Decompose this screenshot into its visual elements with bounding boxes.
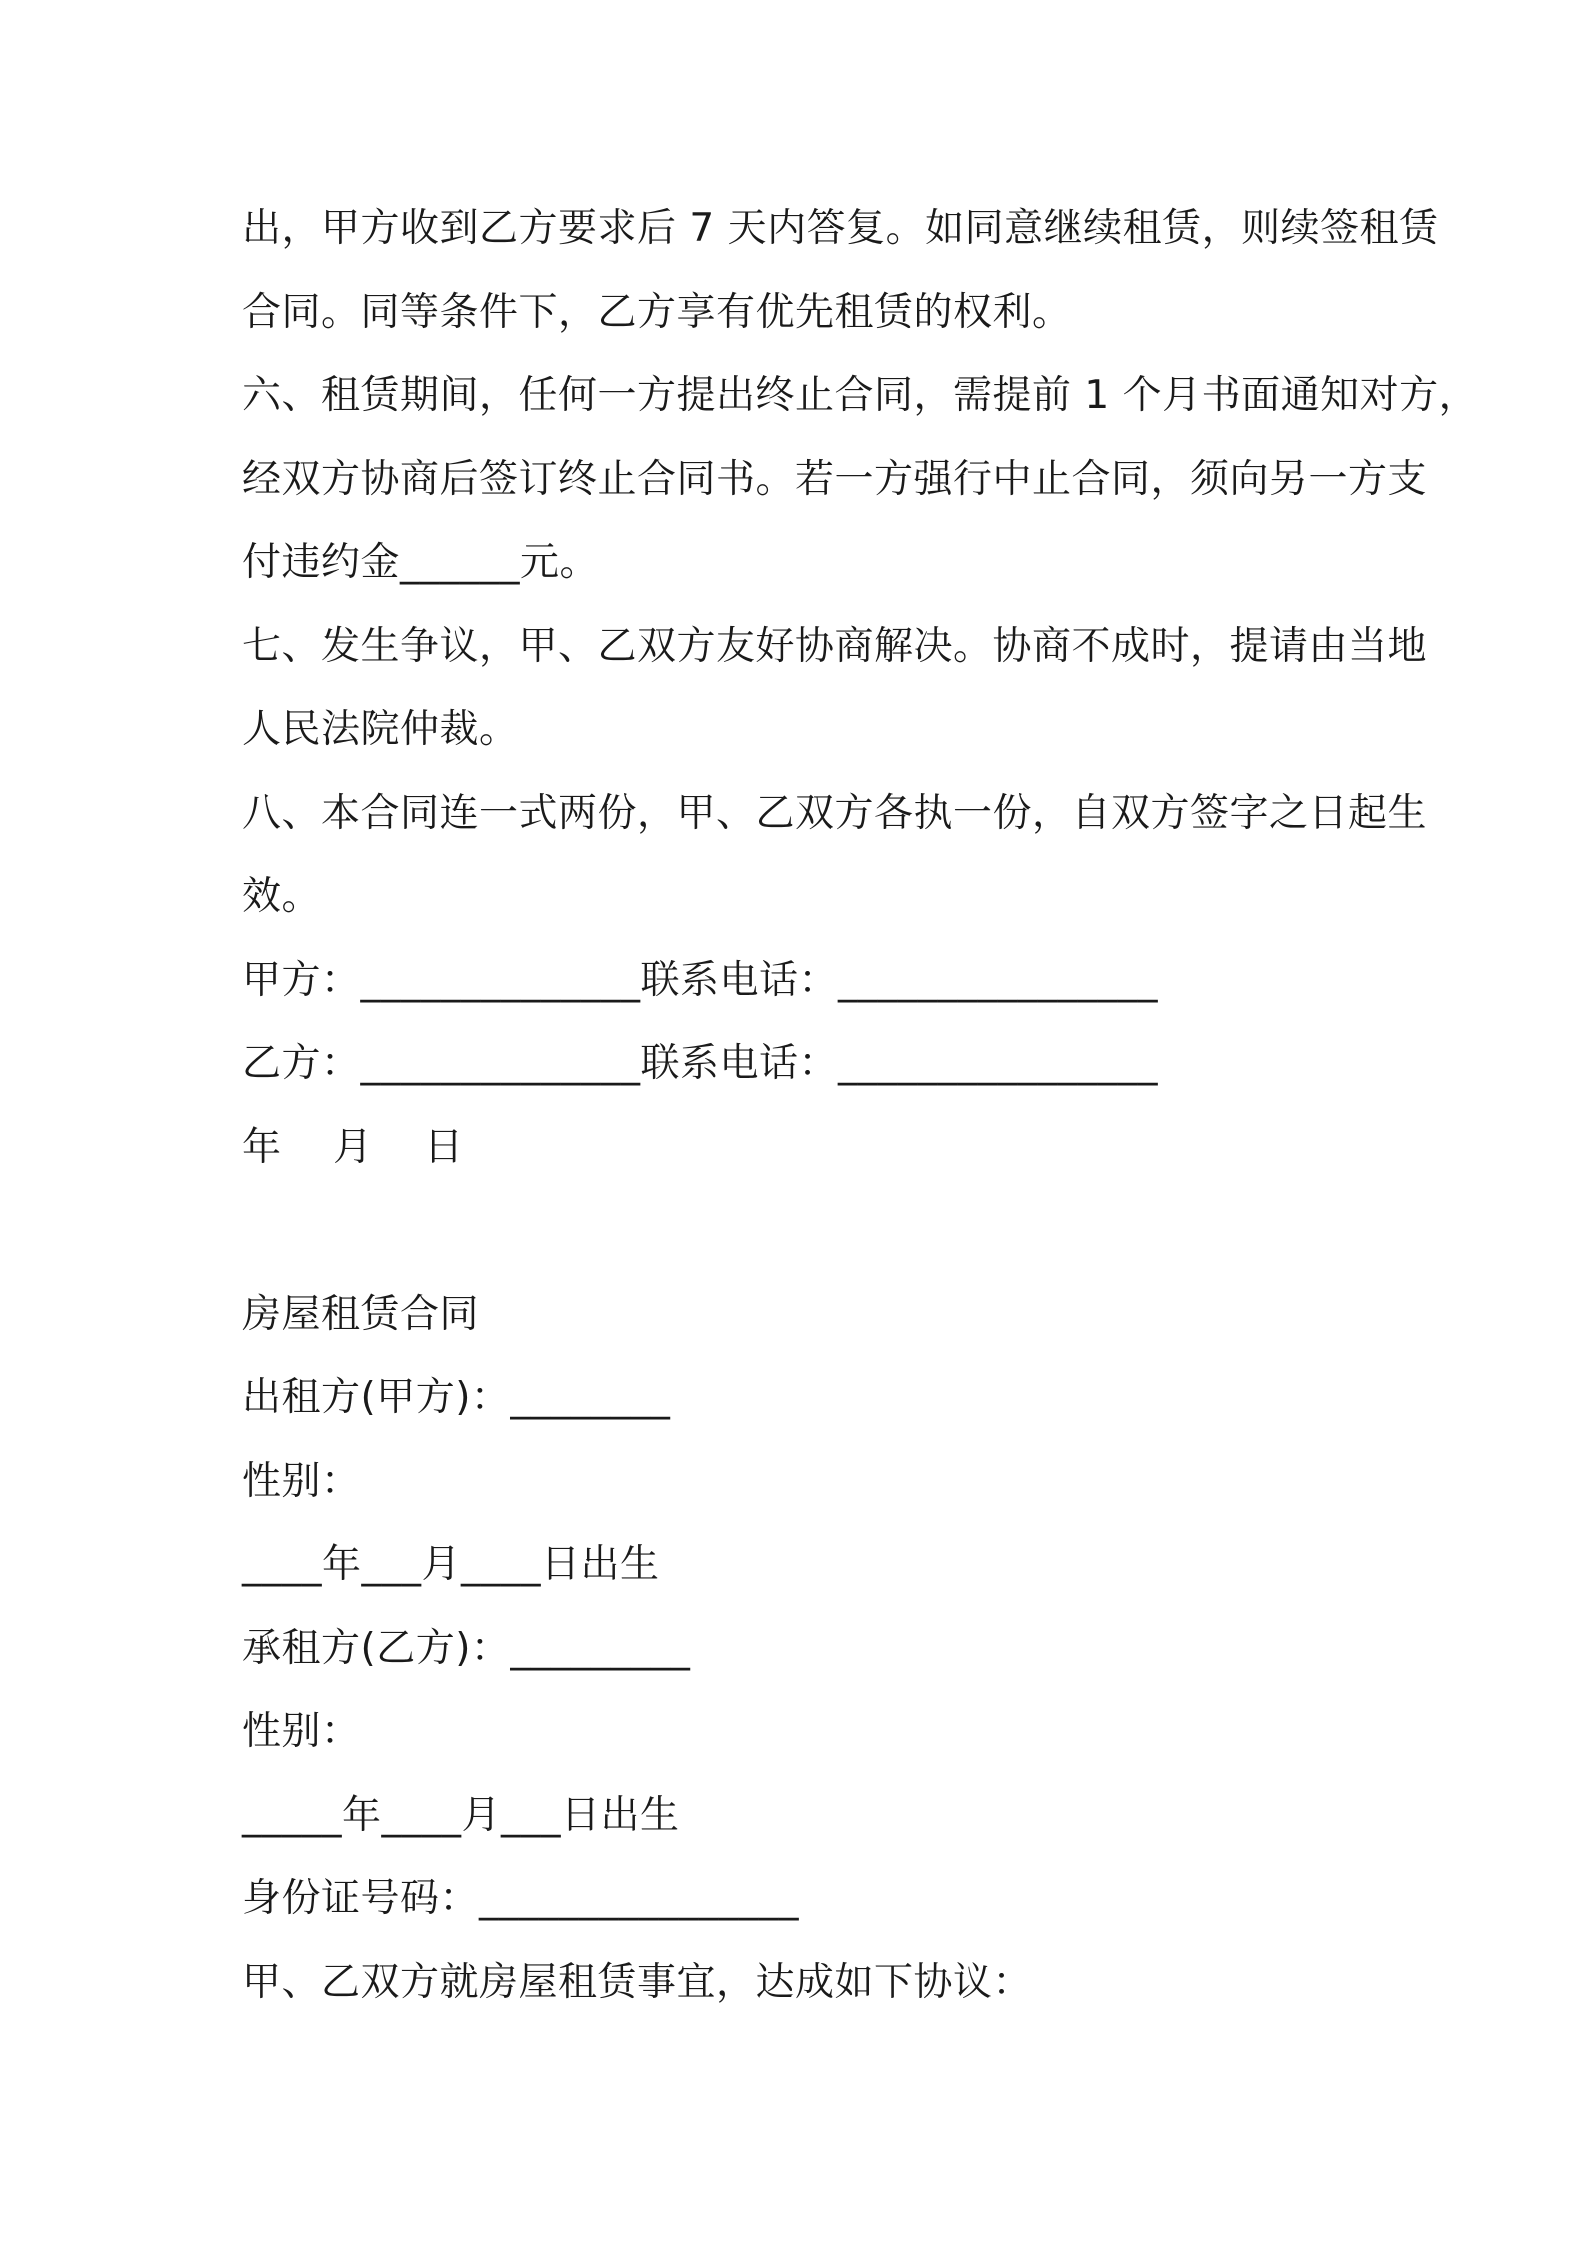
line-text: 承租方(乙方)：_________ bbox=[242, 1626, 691, 1671]
text-line bbox=[242, 205, 1439, 253]
text-line bbox=[242, 623, 1428, 671]
line-text: 性别： bbox=[242, 1459, 361, 1504]
line-text: _____年____月___日出生 bbox=[242, 1793, 680, 1838]
text-line bbox=[242, 790, 1428, 838]
line-text: 身份证号码：________________ bbox=[242, 1876, 800, 1921]
text-line bbox=[242, 372, 1479, 420]
line-text: 出租方(甲方)：________ bbox=[242, 1375, 671, 1420]
text-line bbox=[242, 456, 1428, 504]
text-line bbox=[242, 1708, 1362, 1756]
line-text: 性别： bbox=[242, 1709, 361, 1754]
line-text: 效。 bbox=[242, 874, 322, 919]
text-line bbox=[242, 1875, 1362, 1923]
line-text: 乙方：______________联系电话：________________ bbox=[242, 1041, 1159, 1086]
text-line bbox=[242, 1792, 1362, 1840]
line-text: ____年___月____日出生 bbox=[242, 1542, 660, 1587]
text-line bbox=[242, 706, 1362, 754]
line-text: 付违约金______元。 bbox=[242, 540, 600, 585]
signature-line-party-a bbox=[242, 957, 1362, 1005]
line-text: 六、租赁期间，任何一方提出终止合同，需提前 1 个月书面通知对方， bbox=[242, 373, 1479, 418]
text-line bbox=[242, 1625, 1362, 1673]
line-text: 七、发生争议，甲、乙双方友好协商解决。协商不成时，提请由当地 bbox=[242, 624, 1428, 669]
signature-line-party-b bbox=[242, 1040, 1362, 1088]
text-line bbox=[242, 1374, 1362, 1422]
text-line bbox=[242, 1959, 1362, 2007]
text-line bbox=[242, 1541, 1362, 1589]
line-text: 出，甲方收到乙方要求后 7 天内答复。如同意继续租赁，则续签租赁 bbox=[242, 206, 1439, 251]
line-text: 房屋租赁合同 bbox=[242, 1292, 480, 1337]
text-line bbox=[242, 289, 1362, 337]
line-text: 甲方：______________联系电话：________________ bbox=[242, 958, 1159, 1003]
contract-title bbox=[242, 1291, 1362, 1339]
line-text: 八、本合同连一式两份，甲、乙双方各执一份，自双方签字之日起生 bbox=[242, 791, 1428, 836]
text-line bbox=[242, 539, 1362, 587]
text-line bbox=[242, 873, 1362, 921]
line-text: 经双方协商后签订终止合同书。若一方强行中止合同，须向另一方支 bbox=[242, 457, 1428, 502]
date-line bbox=[242, 1124, 1362, 1172]
text-line bbox=[242, 1458, 1362, 1506]
line-text: 人民法院仲裁。 bbox=[242, 707, 519, 752]
line-text: 甲、乙双方就房屋租赁事宜，达成如下协议： bbox=[242, 1960, 1033, 2005]
line-text: 年 月 日 bbox=[242, 1125, 464, 1170]
line-text: 合同。同等条件下，乙方享有优先租赁的权利。 bbox=[242, 290, 1072, 335]
